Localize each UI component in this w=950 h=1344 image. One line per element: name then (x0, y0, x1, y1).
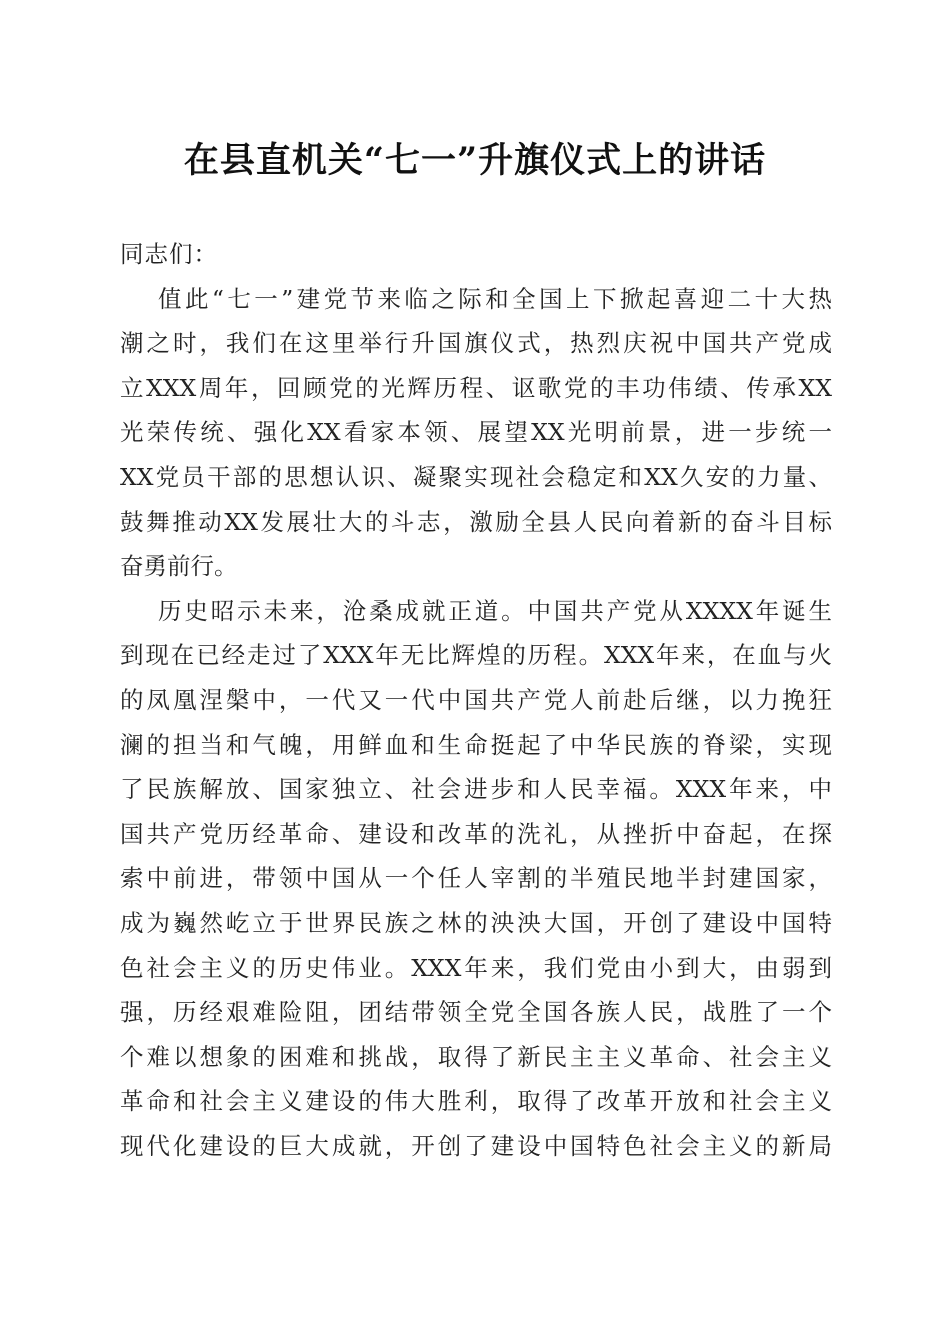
paragraph-line: 了民族解放、国家独立、社会进步和人民幸福。XXX年来，中 (120, 775, 832, 804)
paragraph-line: 索中前进，带领中国从一个任人宰割的半殖民地半封建国家， (120, 864, 832, 893)
paragraph-1 (120, 277, 832, 589)
salutation: 同志们： (120, 240, 218, 268)
paragraph-line: 色社会主义的历史伟业。XXX年来，我们党由小到大，由弱到 (120, 953, 832, 982)
paragraph-line: 澜的担当和气魄，用鲜血和生命挺起了中华民族的脊梁，实现 (120, 730, 832, 759)
paragraph-line: 立XXX周年，回顾党的光辉历程、讴歌党的丰功伟绩、传承XX (120, 373, 832, 402)
paragraph-line: 成为巍然屹立于世界民族之林的泱泱大国，开创了建设中国特 (120, 908, 832, 937)
paragraph-line: 历史昭示未来，沧桑成就正道。中国共产党从XXXX年诞生 (158, 596, 832, 625)
paragraph-line: 国共产党历经革命、建设和改革的洗礼，从挫折中奋起，在探 (120, 819, 832, 848)
paragraph-line: 的凤凰涅槃中，一代又一代中国共产党人前赴后继，以力挽狂 (120, 685, 832, 714)
paragraph-line: 个难以想象的困难和挑战，取得了新民主主义革命、社会主义 (120, 1042, 832, 1071)
paragraph-line: 鼓舞推动XX发展壮大的斗志，激励全县人民向着新的奋斗目标 (120, 507, 832, 536)
paragraph-line: 潮之时，我们在这里举行升国旗仪式，热烈庆祝中国共产党成 (120, 329, 832, 358)
paragraph-2 (120, 589, 832, 1169)
paragraph-line: 光荣传统、强化XX看家本领、展望XX光明前景，进一步统一 (120, 418, 832, 447)
paragraph-line: 革命和社会主义建设的伟大胜利，取得了改革开放和社会主义 (120, 1087, 832, 1116)
paragraph-line: 现代化建设的巨大成就，开创了建设中国特色社会主义的新局 (120, 1131, 832, 1160)
document-title: 在县直机关“七一”升旗仪式上的讲话 (183, 140, 767, 181)
document-body (120, 232, 832, 1168)
paragraph-line: 强，历经艰难险阻，团结带领全党全国各族人民，战胜了一个 (120, 998, 832, 1027)
paragraph-line: XX党员干部的思想认识、凝聚实现社会稳定和XX久安的力量、 (120, 462, 832, 491)
paragraph-line: 奋勇前行。 (120, 552, 238, 581)
paragraph-line: 到现在已经走过了XXX年无比辉煌的历程。XXX年来，在血与火 (120, 641, 832, 670)
paragraph-line: 值此“七一”建党节来临之际和全国上下掀起喜迎二十大热 (158, 284, 832, 313)
